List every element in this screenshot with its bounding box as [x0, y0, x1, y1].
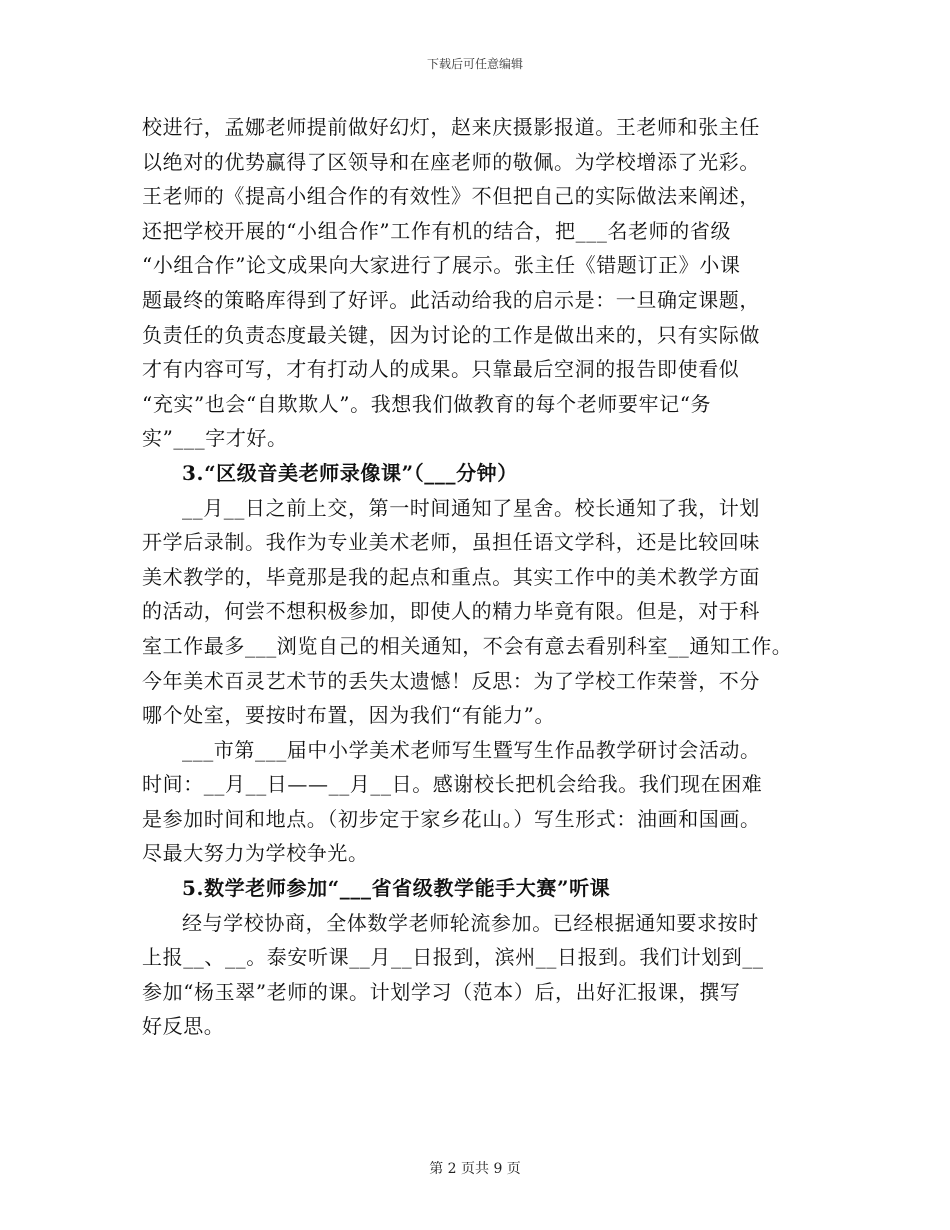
page-header: 下载后可任意编辑 — [426, 57, 523, 71]
text-line: 美术教学的，毕竟那是我的起点和重点。其实工作中的美术教学方面 — [142, 564, 760, 589]
text-line: 校进行，孟娜老师提前做好幻灯，赵来庆摄影报道。王老师和张主任 — [142, 115, 760, 139]
text-line: ___市第___届中小学美术老师写生暨写生作品教学研讨会活动。 — [182, 737, 761, 762]
text-line: 是参加时间和地点。（初步定于家乡花山。）写生形式：油画和国画。 — [142, 806, 761, 831]
text-line: “充实”也会“自欺欺人”。我想我们做教育的每个老师要牢记“务 — [142, 391, 712, 416]
text-line: 时间：__月__日——__月__日。感谢校长把机会给我。我们现在困难 — [142, 772, 763, 797]
section-heading: 5.数学老师参加“___省省级教学能手大赛”听课 — [182, 876, 611, 901]
text-line: 题最终的策略库得到了好评。此活动给我的启示是：一旦确定课题， — [142, 287, 760, 312]
text-line: 今年美术百灵艺术节的丢失太遗憾！反思：为了学校工作荣誉，不分 — [142, 668, 760, 693]
text-line: 负责任的负责态度最关键，因为讨论的工作是做出来的，只有实际做 — [142, 322, 760, 347]
text-line: 室工作最多___浏览自己的相关通知，不会有意去看别科室__通知工作。 — [142, 633, 793, 658]
document-body — [142, 110, 832, 1044]
text-line: “小组合作”论文成果向大家进行了展示。张主任《错题订正》小课 — [142, 253, 741, 278]
text-line: 上报__、__。泰安听课__月__日报到，滨州__日报到。我们计划到__ — [142, 945, 764, 970]
text-line: 才有内容可写，才有打动人的成果。只靠最后空洞的报告即使看似 — [142, 357, 740, 382]
text-line: __月__日之前上交，第一时间通知了星舍。校长通知了我，计划 — [182, 495, 760, 520]
text-line: 尽最大努力为学校争光。 — [142, 841, 369, 866]
text-line: 好反思。 — [142, 1014, 225, 1039]
text-line: 参加“杨玉翠”老师的课。计划学习（范本）后，出好汇报课，撰写 — [142, 979, 741, 1004]
text-line: 哪个处室，要按时布置，因为我们“有能力”。 — [142, 703, 556, 728]
text-line: 还把学校开展的“小组合作”工作有机的结合，把___名老师的省级 — [142, 218, 732, 243]
text-line: 王老师的《提高小组合作的有效性》不但把自己的实际做法来阐述， — [142, 184, 760, 209]
text-line: 实”___字才好。 — [142, 426, 288, 451]
section-heading: 3.“区级音美老师录像课”（___分钟） — [182, 460, 518, 485]
text-line: 开学后录制。我作为专业美术老师，虽担任语文学科，还是比较回味 — [142, 530, 760, 555]
text-line: 的活动，何尝不想积极参加，即使人的精力毕竟有限。但是，对于科 — [142, 599, 760, 624]
text-line: 以绝对的优势赢得了区领导和在座老师的敬佩。为学校增添了光彩。 — [142, 149, 760, 174]
page-footer: 第 2 页共 9 页 — [429, 1161, 521, 1177]
text-line: 经与学校协商，全体数学老师轮流参加。已经根据通知要求按时 — [182, 910, 759, 935]
